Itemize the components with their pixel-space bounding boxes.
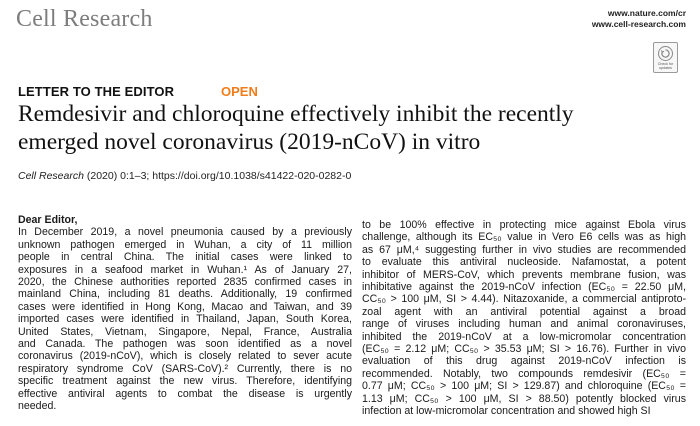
article-title-line: Remdesivir and chloroquine effectively inhibit the recently [18, 101, 574, 127]
paragraph-line: and Canada. The pathogen was soon identified as a novel [18, 338, 352, 351]
paragraph-line: recommended. Notably, two compounds remdesivir (EC₅₀ = [362, 367, 686, 380]
body-column-right [362, 219, 686, 418]
paragraph-line: coronavirus (2019-nCoV), which is closely related to sever acute [18, 350, 352, 363]
journal-name: Cell Research [16, 6, 153, 32]
body-column-left [18, 214, 352, 413]
paragraph-line: challenge, although its EC₅₀ value in Vero E6 cells was as high [362, 231, 686, 244]
citation-journal: Cell Research [18, 170, 84, 182]
paragraph-line: to evaluate this antiviral nucleoside. Nafamostat, a potent [362, 256, 686, 269]
article-title [18, 100, 668, 156]
paragraph-line: infection at low-micromolar concentration and showed high SI [362, 405, 651, 418]
paragraph-line: inhibitor of MERS-CoV, which prevents membrane fusion, was [362, 268, 686, 281]
paragraph-line: (EC₅₀ = 2.12 μM; CC₅₀ > 35.53 μM; SI > 16.76). Further in vivo [362, 343, 686, 356]
paragraph-line: range of viruses including human and animal coronaviruses, [362, 318, 686, 331]
article-title-line: emerged novel coronavirus (2019-nCoV) in vitro [18, 129, 481, 155]
paragraph-line: 1.13 μM; CC₅₀ > 100 μM, SI > 88.50) potently blocked virus [362, 392, 686, 405]
check-for-updates-icon [658, 46, 673, 61]
paragraph-line: effective antiviral agents to combat the disease is urgently [18, 387, 352, 400]
check-for-updates-badge[interactable] [653, 42, 678, 73]
paragraph-line: evaluation of this drug against 2019-nCoV infection is [362, 355, 686, 368]
paragraph-line: people in central China. The initial cases were linked to [18, 251, 352, 264]
article-type-label: LETTER TO THE EDITOR [18, 84, 175, 99]
paragraph-line: In December 2019, a novel pneumonia caused by a previously [18, 226, 352, 239]
paragraph-line: imported cases were identified in Thailand, Japan, South Korea, [18, 313, 352, 326]
paragraph-line: zoal agent with an antiviral potential against a broad [362, 305, 686, 318]
paragraph-line: to be 100% effective in protecting mice against Ebola virus [362, 219, 686, 231]
paragraph-line: 2020, the Chinese authorities reported 2835 confirmed cases in [18, 276, 352, 289]
paragraph-line: mainland China, including 81 deaths. Additionally, 19 confirmed [18, 288, 352, 301]
paragraph-line: United States, Vietnam, Singapore, Nepal, France, Australia [18, 325, 352, 338]
journal-urls [592, 8, 686, 30]
paragraph-line: unknown pathogen emerged in Wuhan, a city of 11 million [18, 238, 352, 251]
paragraph-line: inhibited the 2019-nCoV at a low-micromolar concentration [362, 330, 686, 343]
article-citation [18, 170, 351, 182]
paragraph-line: respiratory syndrome CoV (SARS-CoV).² Currently, there is no [18, 362, 352, 375]
paragraph-line: specific treatment against the new virus. Therefore, identifying [18, 375, 352, 388]
open-access-label: OPEN [221, 84, 258, 99]
paragraph-line: 0.77 μM; CC₅₀ > 100 μM; SI > 129.87) and chloroquine (EC₅₀ = [362, 380, 686, 393]
journal-url-link[interactable]: www.cell-research.com [591, 19, 686, 29]
paragraph-line: cases were identified in Hong Kong, Macao and Taiwan, and 39 [18, 300, 352, 313]
paragraph-line: needed. [18, 400, 57, 413]
paragraph-line: as 67 μM,⁴ suggesting further in vivo studies are recommended [362, 243, 686, 256]
citation-doi[interactable]: (2020) 0:1–3; https://doi.org/10.1038/s41422-020-0282-0 [83, 170, 352, 182]
check-for-updates-label: Check for updates [657, 62, 674, 70]
paragraph-line: exposures in a seafood market in Wuhan.¹ As of January 27, [18, 263, 352, 276]
paragraph-line: CC₅₀ > 100 μM, SI > 4.44). Nitazoxanide, a commercial antiproto- [362, 293, 686, 306]
paragraph-line: inhibitative against the 2019-nCoV infection (EC₅₀ = 22.50 μM, [362, 281, 686, 294]
journal-url-link[interactable]: www.nature.com/cr [607, 8, 686, 18]
salutation: Dear Editor, [18, 214, 78, 226]
